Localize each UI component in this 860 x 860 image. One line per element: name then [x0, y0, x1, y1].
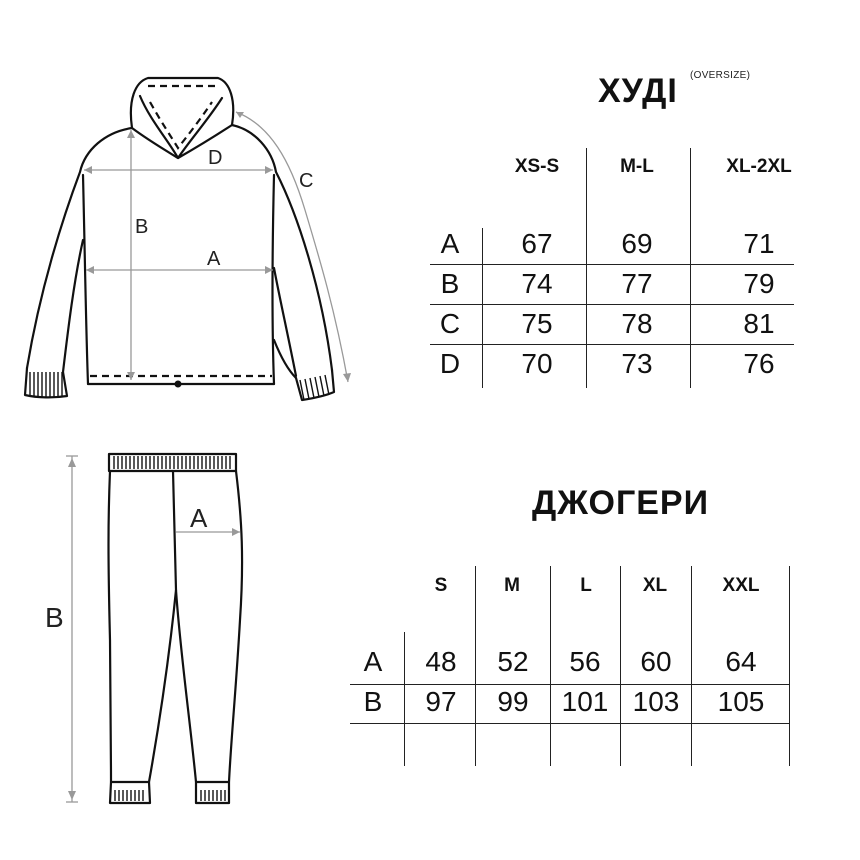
table-row-label: B [363, 686, 383, 717]
joggers-drawing [109, 454, 243, 803]
table-row-label: C [439, 308, 461, 339]
hoodie-diagram-label-c: C [299, 170, 314, 192]
table-cell: 67 [521, 228, 553, 259]
table-row-label: A [440, 228, 460, 259]
joggers-col-header: M [504, 575, 520, 596]
table-cell: 78 [621, 308, 653, 339]
hoodie-diagram-label-a: A [207, 248, 221, 270]
joggers-diagram-label-b: B [45, 602, 64, 633]
hoodie-diagram-label-b: B [135, 216, 149, 238]
joggers-col-header: L [580, 575, 592, 596]
table-cell: 73 [621, 348, 653, 379]
table-cell: 70 [521, 348, 553, 379]
table-row-label: B [440, 268, 460, 299]
table-cell: 99 [497, 686, 529, 717]
table-cell: 101 [561, 686, 609, 717]
table-cell: 64 [725, 646, 757, 677]
table-cell: 60 [640, 646, 672, 677]
joggers-title: ДЖОГЕРИ [532, 484, 710, 522]
table-cell: 52 [497, 646, 529, 677]
table-row-label: D [439, 348, 461, 379]
table-cell: 97 [425, 686, 457, 717]
table-cell: 79 [743, 268, 775, 299]
joggers-col-header: XXL [722, 575, 760, 596]
hoodie-col-header: XL-2XL [726, 156, 792, 177]
hoodie-drawing [25, 78, 334, 400]
table-cell: 76 [743, 348, 775, 379]
table-cell: 81 [743, 308, 775, 339]
joggers-col-header: XL [642, 575, 668, 596]
joggers-diagram-label-a: A [190, 503, 208, 533]
table-cell: 75 [521, 308, 553, 339]
table-cell: 77 [621, 268, 653, 299]
table-row-label: A [363, 646, 383, 677]
table-cell: 105 [717, 686, 765, 717]
hoodie-fit-note: (OVERSIZE) [690, 70, 751, 81]
hoodie-col-header: M-L [620, 156, 654, 177]
hoodie-col-header: XS-S [514, 156, 560, 177]
table-cell: 71 [743, 228, 775, 259]
joggers-col-header: S [434, 575, 448, 596]
hoodie-title: ХУДІ [598, 72, 678, 110]
table-cell: 56 [569, 646, 601, 677]
table-cell: 69 [621, 228, 653, 259]
table-cell: 48 [425, 646, 457, 677]
table-cell: 74 [521, 268, 553, 299]
table-cell: 103 [632, 686, 680, 717]
hoodie-diagram-label-d: D [208, 147, 223, 169]
